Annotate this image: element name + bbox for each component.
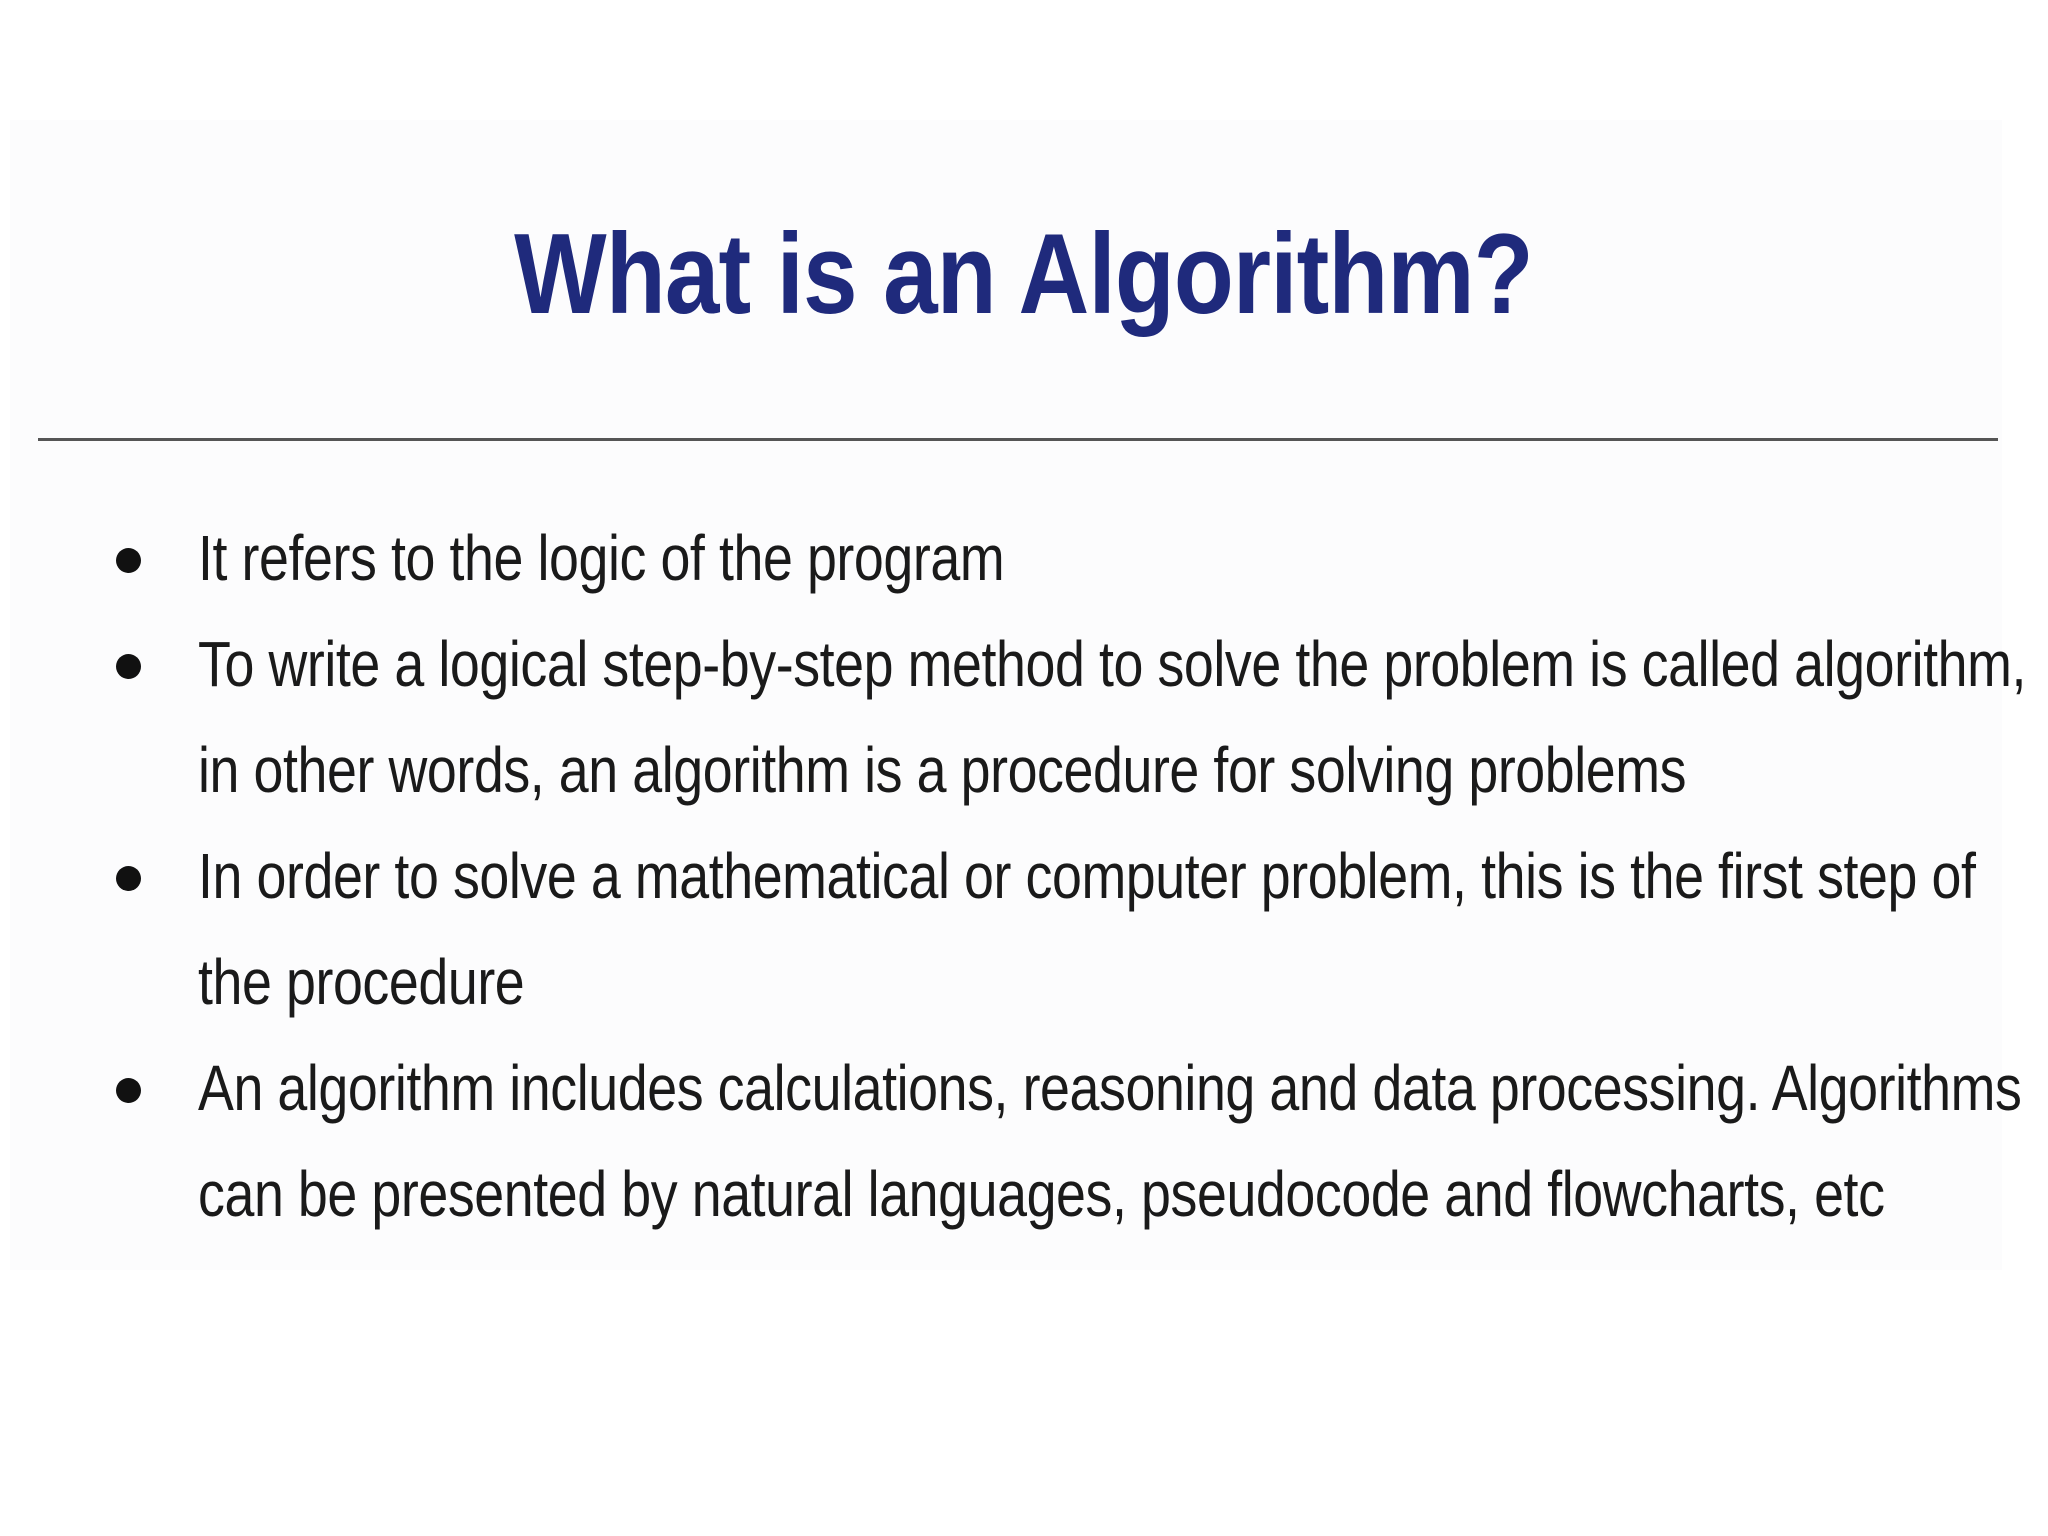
title-divider: [38, 438, 1998, 441]
bullet-line: the procedure: [198, 946, 525, 1018]
bullet-line: To write a logical step-by-step method to solve the problem is called algorithm,: [198, 628, 2026, 700]
bullet-item: [0, 1035, 2048, 1247]
bullet-item: [0, 611, 2048, 823]
bullet-line: can be presented by natural languages, pseudocode and flowcharts, etc: [198, 1158, 1885, 1230]
bullet-list: [0, 505, 2048, 1247]
bullet-dot-icon: [116, 1078, 141, 1103]
bullet-dot-icon: [116, 548, 141, 573]
bullet-item: [0, 505, 2048, 611]
bullet-dot-icon: [116, 866, 141, 891]
bullet-line: An algorithm includes calculations, reasoning and data processing. Algorithms: [198, 1052, 2022, 1124]
bullet-dot-icon: [116, 654, 141, 679]
bullet-line: It refers to the logic of the program: [198, 522, 1005, 594]
bullet-item: [0, 823, 2048, 1035]
slide-title: What is an Algorithm?: [514, 211, 1533, 338]
bullet-line: in other words, an algorithm is a procedure for solving problems: [198, 734, 1687, 806]
bullet-line: In order to solve a mathematical or computer problem, this is the first step of: [198, 840, 1976, 912]
